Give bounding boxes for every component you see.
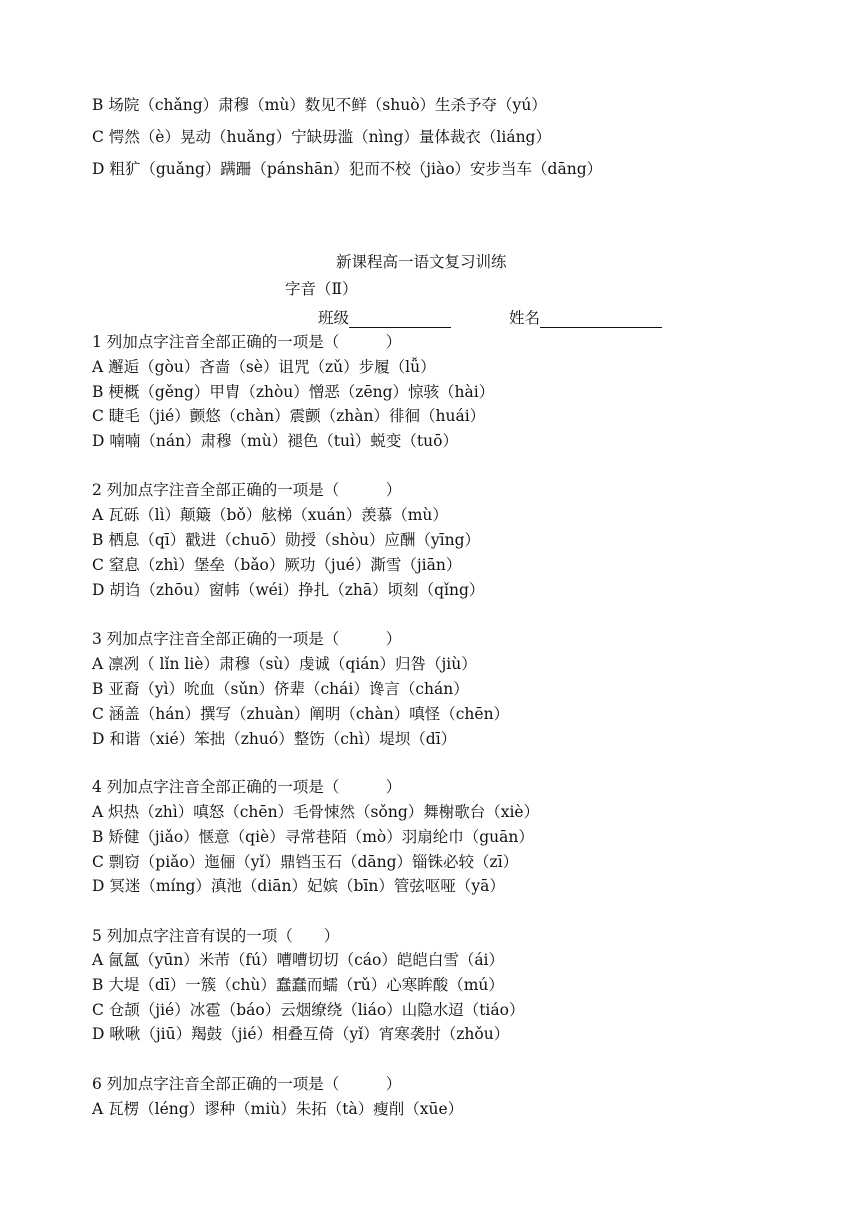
name-field <box>509 308 662 328</box>
name-label: 姓名 <box>509 309 541 327</box>
question-5-option-b: B 大堤（dī）一簇（chù）蠢蠢而蠕（rǔ）心寒眸酸（mú） <box>92 976 504 994</box>
question-4-stem: 4 列加点字注音全部正确的一项是（ ） <box>92 778 402 796</box>
class-field <box>318 308 451 328</box>
class-blank <box>349 309 451 328</box>
question-4-option-d: D 冥迷（míng）滇池（diān）妃嫔（bīn）管弦呕哑（yā） <box>92 877 505 895</box>
question-1-option-a: A 邂逅（gòu）吝啬（sè）诅咒（zǔ）步履（lǚ） <box>92 358 436 376</box>
question-2-option-b: B 栖息（qī）戳进（chuō）勋授（shòu）应酬（yīng） <box>92 531 481 549</box>
question-2-option-a: A 瓦砾（lì）颠簸（bǒ）舷梯（xuán）羡慕（mù） <box>92 506 448 524</box>
question-1-option-c: C 睫毛（jié）颤悠（chàn）震颤（zhàn）徘徊（huái） <box>92 407 486 425</box>
question-2-option-c: C 窒息（zhì）堡垒（bǎo）厥功（jué）澌雪（jiān） <box>92 556 462 574</box>
question-1-option-b: B 梗概（gěng）甲胄（zhòu）憎恶（zēng）惊骇（hài） <box>92 383 495 401</box>
name-blank <box>540 309 662 328</box>
prev-option-d: D 粗犷（guǎng）蹒跚（pánshān）犯而不校（jiào）安步当车（dāng） <box>92 160 603 178</box>
question-1-option-d: D 喃喃（nán）肃穆（mù）褪色（tuì）蜕变（tuō） <box>92 432 458 450</box>
question-2-option-d: D 胡诌（zhōu）窗帏（wéi）挣扎（zhā）顷刻（qǐng） <box>92 581 485 599</box>
question-6-option-a: A 瓦楞（léng）谬种（miù）朱拓（tà）瘦削（xūe） <box>92 1100 464 1118</box>
question-4-option-a: A 炽热（zhì）嗔怒（chēn）毛骨悚然（sǒng）舞榭歌台（xiè） <box>92 803 540 821</box>
prev-option-b: B 场院（chǎng）肃穆（mù）数见不鲜（shuò）生杀予夺（yú） <box>92 96 547 114</box>
question-4-option-c: C 剽窃（piǎo）迤俪（yǐ）鼎铛玉石（dāng）锱铢必较（zī） <box>92 853 519 871</box>
prev-option-c: C 愕然（è）晃动（huǎng）宁缺毋滥（nìng）量体裁衣（liáng） <box>92 128 551 146</box>
question-5-option-a: A 氤氲（yūn）米芾（fú）嘈嘈切切（cáo）皑皑白雪（ái） <box>92 951 505 969</box>
question-5-stem: 5 列加点字注音有误的一项（ ） <box>92 927 340 945</box>
question-6-stem: 6 列加点字注音全部正确的一项是（ ） <box>92 1075 402 1093</box>
question-3-option-d: D 和谐（xié）笨拙（zhuó）整饬（chì）堤坝（dī） <box>92 730 457 748</box>
question-4-option-b: B 矫健（jiǎo）惬意（qiè）寻常巷陌（mò）羽扇纶巾（guān） <box>92 828 534 846</box>
question-3-stem: 3 列加点字注音全部正确的一项是（ ） <box>92 630 402 648</box>
question-5-option-c: C 仓颉（jié）冰雹（báo）云烟缭绕（liáo）山隐水迢（tiáo） <box>92 1001 525 1019</box>
page-subtitle: 字音（Ⅱ） <box>285 280 358 298</box>
question-3-option-b: B 亚裔（yì）吮血（sǔn）侪辈（chái）谗言（chán） <box>92 680 469 698</box>
question-5-option-d: D 啾啾（jiū）羯鼓（jié）相叠互倚（yǐ）宵寒袭肘（zhǒu） <box>92 1025 510 1043</box>
question-3-option-c: C 涵盖（hán）撰写（zhuàn）阐明（chàn）嗔怪（chēn） <box>92 705 510 723</box>
question-1-stem: 1 列加点字注音全部正确的一项是（ ） <box>92 333 402 351</box>
class-label: 班级 <box>318 309 350 327</box>
question-3-option-a: A 凛冽（ lǐn liè）肃穆（sù）虔诚（qián）归咎（jiù） <box>92 655 477 673</box>
question-2-stem: 2 列加点字注音全部正确的一项是（ ） <box>92 481 402 499</box>
page-title: 新课程高一语文复习训练 <box>336 253 507 271</box>
